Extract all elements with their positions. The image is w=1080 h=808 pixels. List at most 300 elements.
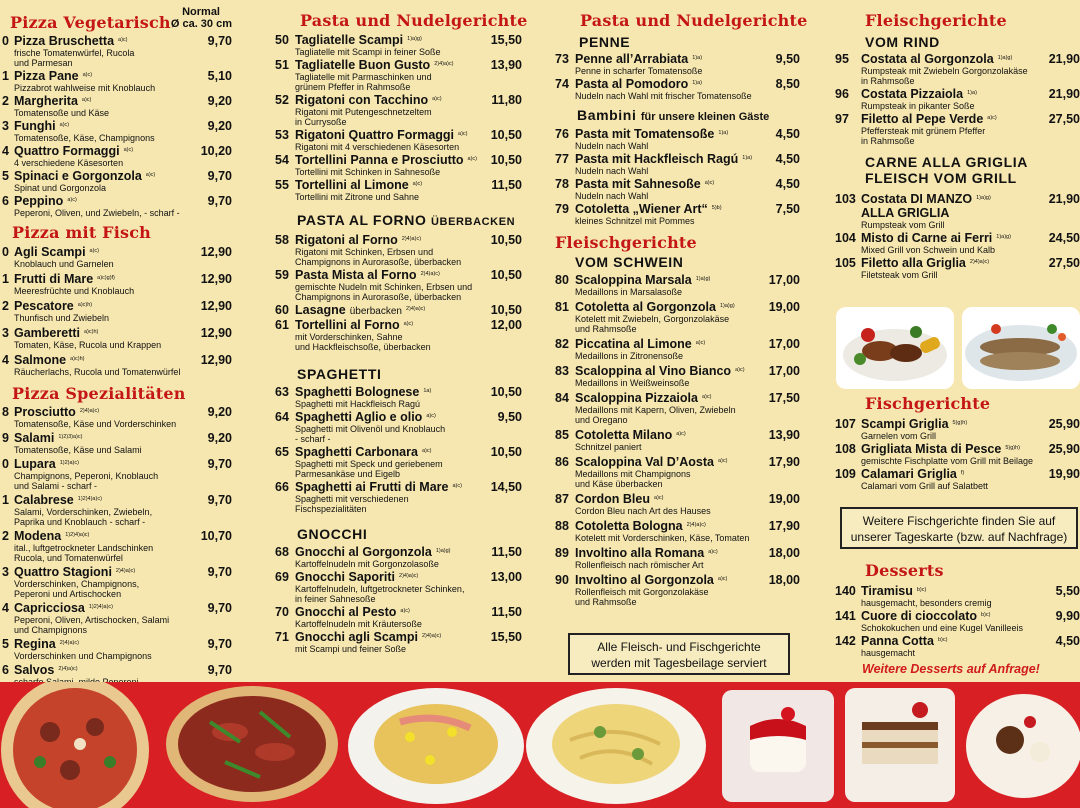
menu-item-price: 21,90: [1048, 87, 1080, 101]
menu-item-description: Tagliatelle mit Parmaschinken und: [295, 72, 432, 82]
menu-item-price: 27,50: [1048, 112, 1080, 126]
menu-item-name: Cordon Bleu: [575, 492, 650, 506]
menu-item-description: Salami, Vorderschinken, Zwiebeln,: [14, 507, 153, 517]
allergen-codes: 1)a)g): [435, 548, 451, 554]
menu-item-line: [275, 33, 522, 47]
menu-item-price: 9,20: [207, 94, 232, 108]
allergen-codes: 5)b): [711, 205, 722, 211]
menu-item-price: 21,90: [1048, 192, 1080, 206]
menu-item-name: Scaloppina Val D’Aosta: [575, 455, 714, 469]
allergen-codes: 2)4)a)c): [58, 666, 78, 672]
menu-item-description: Rucola, und Tomatenwürfel: [14, 553, 123, 563]
menu-item-number: 73: [555, 52, 569, 66]
allergen-codes: a)c): [426, 413, 436, 419]
menu-item-description: Filetsteak vom Grill: [861, 270, 938, 280]
menu-item-name: Pasta mit Hackfleisch Ragú: [575, 152, 739, 166]
info-box-line: Alle Fleisch- und Fischgerichte: [597, 640, 761, 654]
allergen-codes: 1)2)4)a)c): [65, 532, 90, 538]
menu-item: [555, 202, 800, 226]
menu-item-price: 27,50: [1048, 256, 1080, 270]
menu-item-price: 10,20: [200, 144, 232, 158]
menu-item-description: Spaghetti mit Speck und geriebenem: [295, 459, 443, 469]
menu-item-description: Vorderschinken und Champignons: [14, 651, 152, 661]
menu-item-price: 9,90: [1055, 609, 1080, 623]
menu-item-number: 97: [835, 112, 849, 126]
allergen-codes: a)c): [654, 495, 664, 501]
menu-item-description: Garnelen vom Grill: [861, 431, 937, 441]
allergen-codes: 2)4)a)c): [401, 236, 422, 242]
menu-item-line: [2, 431, 232, 445]
menu-item-line: [2, 353, 232, 367]
info-box-beilage: [568, 633, 790, 675]
menu-item-description: Penne in scharfer Tomatensoße: [575, 66, 703, 76]
menu-item-number: 55: [275, 178, 289, 192]
menu-item-description: Rigatoni mit 4 verschiedenen Käsesorten: [295, 142, 460, 152]
menu-item-line: [275, 303, 522, 317]
menu-item-name: Tiramisu: [861, 584, 913, 598]
allergen-codes: 1)2)3)a)c): [58, 434, 83, 440]
info-box-line: Weitere Fischgerichte finden Sie auf: [862, 514, 1056, 528]
menu-item-line: [275, 445, 522, 459]
menu-item-price: 9,70: [207, 493, 232, 507]
menu-item-line: [2, 245, 232, 259]
menu-item-description: Spaghetti mit verschiedenen: [295, 494, 409, 504]
menu-item-price: 12,90: [200, 272, 232, 286]
allergen-codes: 1)a)g): [996, 234, 1011, 240]
menu-item-name: Salmone: [14, 353, 67, 367]
section-desserts: Desserts: [865, 561, 944, 580]
menu-item-price: 9,20: [207, 405, 232, 419]
menu-item-description: Rumpsteak mit Zwiebeln Gorgonzolakäse: [861, 66, 1028, 76]
menu-item-line: [2, 272, 232, 286]
menu-item-price: 9,20: [207, 119, 232, 133]
panna-cotta-photo: [722, 690, 834, 802]
dessert-photo: [966, 694, 1080, 798]
food-photos: [0, 682, 1080, 808]
menu-item: [275, 605, 522, 629]
menu-item-description: Nudeln nach Wahl mit frischer Tomatensoße: [575, 91, 752, 101]
menu-item-number: 4: [2, 601, 9, 615]
menu-item-number: 3: [2, 565, 9, 579]
allergen-codes: a)c): [717, 458, 728, 464]
menu-item-price: 25,90: [1048, 417, 1080, 431]
menu-item-description: Vorderschinken, Champignons,: [14, 579, 140, 589]
menu-item: [2, 94, 232, 118]
menu-item-number: 103: [835, 192, 856, 206]
menu-item: [835, 87, 1080, 111]
menu-item: [275, 385, 522, 409]
allergen-codes: a)c): [67, 197, 77, 203]
menu-item-description: Tomatensoße, Käse und Vorderschinken: [14, 419, 177, 429]
menu-item-name: Costata Pizzaiola: [861, 87, 964, 101]
menu-item-line: [835, 467, 1080, 481]
menu-item-line: [555, 364, 800, 378]
allergen-codes: a)c): [412, 181, 423, 187]
menu-item-number: 78: [555, 177, 569, 191]
menu-item-number: 141: [835, 609, 856, 623]
menu-item-name: Costata al Gorgonzola: [861, 52, 994, 66]
menu-item: [275, 318, 522, 352]
menu-item-description: Champignons in Aurorasoße, überbacken: [295, 292, 462, 302]
menu-item-number: 71: [275, 630, 289, 644]
column-desserts: [835, 562, 1080, 658]
menu-item-number: 86: [555, 455, 569, 469]
menu-item-number: 2: [2, 299, 9, 313]
size-diameter: Ø ca. 30 cm: [170, 18, 232, 30]
menu-item-name: Gnocchi al Gorgonzola: [295, 545, 432, 559]
menu-item-description: und Champignons: [14, 625, 88, 635]
menu-item-price: 4,50: [1055, 634, 1080, 648]
allergen-codes: a)c): [717, 576, 728, 582]
section-pizza-vegetarisch: Pizza Vegetarisch: [10, 13, 171, 32]
menu-item-description: Nudeln nach Wahl: [575, 166, 649, 176]
info-box-fisch: [840, 507, 1078, 549]
menu-item-name: Pizza Pane: [14, 69, 79, 83]
menu-item-line: [2, 457, 232, 471]
menu-item-line: [275, 178, 522, 192]
allergen-codes: 2)4)a)c): [434, 61, 454, 67]
menu-item-price: 17,00: [768, 273, 800, 287]
menu-item-number: 69: [275, 570, 289, 584]
menu-item-price: 19,00: [768, 300, 800, 314]
menu-item-number: 68: [275, 545, 289, 559]
menu-item-name: Rigatoni con Tacchino: [295, 93, 429, 107]
menu-item-name: Prosciutto: [14, 405, 76, 419]
menu-item-line: [275, 128, 522, 142]
menu-item-name: Salami: [14, 431, 55, 445]
menu-item-name: Frutti di Mare: [14, 272, 94, 286]
menu-item-description: Rumpsteak in pikanter Soße: [861, 101, 975, 111]
menu-item-description: - scharf -: [295, 434, 331, 444]
menu-item: [835, 52, 1080, 86]
pasta-photo-1: [348, 688, 524, 804]
menu-item: [555, 455, 800, 489]
menu-item: [835, 112, 1080, 146]
allergen-codes: 1)a): [742, 155, 753, 161]
allergen-codes: a)c): [458, 131, 468, 137]
menu-item-inline-note: überbacken: [349, 306, 402, 317]
allergen-codes: 5)g)h): [1005, 445, 1021, 451]
info-box-line: werden mit Tagesbeilage serviert: [591, 656, 767, 670]
allergen-codes: 1)2)4)a)c): [88, 604, 114, 610]
menu-item-price: 14,50: [490, 480, 522, 494]
menu-item: [555, 492, 800, 516]
menu-item-description: Tortellini mit Zitrone und Sahne: [295, 192, 420, 202]
menu-item: [2, 144, 232, 168]
menu-item: [555, 337, 800, 361]
menu-item-description: Pfeffersteak mit grünem Pfeffer: [861, 126, 986, 136]
allergen-codes: f): [960, 470, 965, 476]
menu-item-number: 76: [555, 127, 569, 141]
menu-item-name: Peppino: [14, 194, 64, 208]
grill-meat-photo: [836, 307, 954, 389]
menu-item-name: Funghi: [14, 119, 56, 133]
grill-fish-image: [962, 307, 1080, 389]
menu-item-description: Peperoni, Oliven, und Zwiebeln, - scharf -: [14, 208, 180, 218]
menu-item-description: und Rahmsoße: [575, 597, 637, 607]
menu-item: [2, 272, 232, 296]
allergen-codes: 1)a)g): [976, 195, 991, 201]
menu-item-description: Medaillons mit Kapern, Oliven, Zwiebeln: [575, 405, 736, 415]
menu-item-description: Calamari vom Grill auf Salatbett: [861, 481, 989, 491]
menu-item-number: 50: [275, 33, 289, 47]
menu-item-name: Gnocchi al Pesto: [295, 605, 397, 619]
menu-item-name: Scaloppina Pizzaiola: [575, 391, 698, 405]
allergen-codes: a)c): [701, 394, 712, 400]
section-pasta: Pasta und Nudelgerichte: [300, 11, 528, 30]
menu-item-price: 10,50: [490, 303, 522, 317]
menu-item-price: 9,70: [207, 565, 232, 579]
menu-item: [275, 153, 522, 177]
allergen-codes: a)c): [403, 321, 414, 327]
section-fleisch-schwein: Fleischgerichte: [555, 233, 697, 252]
menu-item: [555, 77, 800, 101]
menu-item-line: [835, 442, 1080, 456]
menu-item-line: [2, 94, 232, 108]
menu-item-number: 53: [275, 128, 289, 142]
allergen-codes: 1)a)g): [407, 36, 422, 42]
menu-item-price: 17,90: [768, 455, 800, 469]
menu-item-name: Capricciosa: [14, 601, 85, 615]
menu-item: [2, 457, 232, 491]
allergen-codes: 1)a): [967, 90, 977, 96]
allergen-codes: a)c): [123, 147, 134, 153]
grill-fish-photo: [962, 307, 1080, 389]
menu-item: [275, 545, 522, 569]
allergen-codes: 2)4)a)c): [59, 640, 79, 646]
menu-item-number: 51: [275, 58, 289, 72]
menu-item-line: [275, 318, 522, 332]
column-pasta-fleisch: [555, 0, 808, 607]
menu-item-description: Parmesankäse und Eigelb: [295, 469, 401, 479]
menu-item-line: [555, 428, 800, 442]
menu-item: [555, 546, 800, 570]
menu-item: [555, 300, 800, 334]
menu-item-price: 17,90: [768, 519, 800, 533]
section-pasta-forno: [297, 212, 522, 230]
menu-item: [555, 273, 800, 297]
section-fischgerichte: Fischgerichte: [865, 394, 991, 413]
menu-item-number: 0: [2, 245, 9, 259]
menu-item-price: 19,90: [1048, 467, 1080, 481]
menu-item-description: gemischte Nudeln mit Schinken, Erbsen und: [295, 282, 473, 292]
menu-item-price: 17,50: [768, 391, 800, 405]
menu-item-number: 0: [2, 34, 9, 48]
menu-item-number: 89: [555, 546, 569, 560]
subsection-vom-schwein: VOM SCHWEIN: [575, 254, 684, 270]
allergen-codes: a)c): [118, 37, 128, 43]
menu-item-line: [555, 519, 800, 533]
menu-item-number: 1: [2, 69, 9, 83]
menu-item-description: Rigatoni mit Schinken, Erbsen und: [295, 247, 434, 257]
menu-item-description: Fischspezialitäten: [295, 504, 367, 514]
menu-item-description: Medaillons in Weißweinsoße: [575, 378, 690, 388]
menu-item-price: 13,90: [768, 428, 800, 442]
menu-item-line: [2, 144, 232, 158]
menu-item-number: 58: [275, 233, 289, 247]
menu-item-description: Paprika und Knoblauch - scharf -: [14, 517, 146, 527]
menu-item: [555, 573, 800, 607]
allergen-codes: 1a): [423, 388, 432, 394]
menu-item-description: Medaillons mit Champignons: [575, 469, 691, 479]
menu-item-name-line2: ALLA GRIGLIA: [861, 206, 950, 220]
menu-item-price: 12,90: [200, 245, 232, 259]
menu-item-number: 90: [555, 573, 569, 587]
menu-item-price: 9,70: [207, 194, 232, 208]
menu-item-name: Costata DI MANZO: [861, 192, 973, 206]
menu-item-description: Peperoni und Artischocken: [14, 589, 122, 599]
normal-label: Normal: [182, 6, 220, 18]
menu-item-line: [2, 493, 232, 507]
menu-item: [2, 529, 232, 563]
menu-item-line: [835, 584, 1080, 598]
menu-item-description: in Rahmsoße: [861, 76, 915, 86]
menu-item-line: [275, 605, 522, 619]
menu-item-number: 5: [2, 169, 9, 183]
menu-item-name: Filetto al Pepe Verde: [861, 112, 984, 126]
menu-item-price: 21,90: [1048, 52, 1080, 66]
menu-item-name: Lasagne: [295, 303, 346, 317]
bambini-title: Bambini: [577, 107, 637, 123]
menu-item-description: Rumpsteak vom Grill: [861, 220, 945, 230]
menu-item-description: Nudeln nach Wahl: [575, 191, 649, 201]
menu-item-line: [275, 93, 522, 107]
column-pizza: [2, 0, 232, 697]
menu-item-number: 0: [2, 457, 9, 471]
menu-item-price: 12,90: [200, 299, 232, 313]
menu-item-name: Cotoletta „Wiener Art“: [575, 202, 708, 216]
menu-item: [835, 417, 1080, 441]
menu-item: [555, 177, 800, 201]
menu-item: [275, 128, 522, 152]
menu-item-price: 11,50: [491, 178, 522, 192]
menu-item-price: 12,00: [490, 318, 522, 332]
menu-item-name: Scampi Griglia: [861, 417, 949, 431]
menu-item-description: Tomatensoße und Käse: [14, 108, 110, 118]
menu-item-number: 2: [2, 94, 9, 108]
menu-item: [2, 169, 232, 193]
menu-item-name: Agli Scampi: [14, 245, 86, 259]
allergen-codes: 2)4)a)c): [79, 408, 100, 414]
menu-item: [555, 127, 800, 151]
menu-item-description: Räucherlachs, Rucola und Tomatenwürfel: [14, 367, 181, 377]
allergen-codes: 1)a)g): [695, 276, 711, 282]
menu-item-line: [555, 77, 800, 91]
menu-item-description: Tortellini mit Schinken in Sahnesoße: [295, 167, 441, 177]
grill-meat-image: [836, 307, 954, 389]
menu-item-line: [275, 385, 522, 399]
menu-item: [835, 584, 1080, 608]
menu-item-line: [2, 119, 232, 133]
allergen-codes: 2)4)a)c): [420, 271, 440, 277]
menu-item-number: 4: [2, 353, 9, 367]
menu-item-price: 4,50: [775, 152, 800, 166]
menu-item-description: Thunfisch und Zwiebeln: [14, 313, 110, 323]
menu-item-line: [275, 630, 522, 644]
menu-item-number: 77: [555, 152, 569, 166]
menu-item-number: 80: [555, 273, 569, 287]
menu-item: [2, 326, 232, 350]
allergen-codes: 2)4)a)c): [686, 522, 706, 528]
menu-item-name: Pasta mit Tomatensoße: [575, 127, 715, 141]
menu-item-name: Involtino al Gorgonzola: [575, 573, 714, 587]
section-spaghetti: SPAGHETTI: [297, 366, 382, 382]
menu-item-line: [555, 152, 800, 166]
menu-item-name: Regina: [14, 637, 56, 651]
menu-item-line: [555, 52, 800, 66]
menu-item: [2, 565, 232, 599]
menu-item-line: [555, 273, 800, 287]
menu-item-description: Medaillons in Zitronensoße: [575, 351, 684, 361]
menu-item-number: 3: [2, 326, 9, 340]
menu-item-line: [275, 410, 522, 424]
menu-item: [835, 231, 1080, 255]
menu-item-line: [835, 609, 1080, 623]
menu-item-name: Calamari Griglia: [861, 467, 957, 481]
menu-item-number: 108: [835, 442, 856, 456]
menu-item-price: 8,50: [775, 77, 800, 91]
menu-item-name: Calabrese: [14, 493, 74, 507]
menu-item-number: 107: [835, 417, 856, 431]
menu-item-price: 10,50: [490, 385, 522, 399]
menu-item-price: 13,90: [490, 58, 522, 72]
section-pizza-spezial: Pizza Spezialitäten: [12, 384, 186, 403]
menu-item-number: 8: [2, 405, 9, 419]
allergen-codes: a)c): [676, 431, 686, 437]
menu-item-line: [555, 391, 800, 405]
allergen-codes: 2)4)a)c): [969, 259, 990, 265]
menu-item: [555, 519, 800, 543]
menu-item-line: [275, 153, 522, 167]
menu-item-price: 9,70: [207, 457, 232, 471]
column-pasta: [275, 0, 528, 654]
menu-item: [2, 194, 232, 218]
allergen-codes: 1)a): [692, 80, 703, 86]
menu-item-price: 18,00: [768, 573, 800, 587]
menu-item: [835, 467, 1080, 491]
menu-item-number: 140: [835, 584, 856, 598]
allergen-codes: 1)2)a)c): [59, 460, 79, 466]
menu-item-number: 9: [2, 431, 9, 445]
menu-item-description: kleines Schnitzel mit Pommes: [575, 216, 695, 226]
menu-item-line: [555, 492, 800, 506]
menu-item-price: 10,50: [490, 233, 522, 247]
menu-item-number: 66: [275, 480, 289, 494]
menu-item-number: 142: [835, 634, 856, 648]
menu-item-name: Spaghetti ai Frutti di Mare: [295, 480, 449, 494]
menu-item: [2, 245, 232, 269]
menu-item-description: mit Scampi und feiner Soße: [295, 644, 407, 654]
menu-item-price: 4,50: [775, 127, 800, 141]
menu-item-price: 12,90: [200, 353, 232, 367]
menu-item-price: 24,50: [1048, 231, 1080, 245]
menu-item-description: frische Tomatenwürfel, Rucola: [14, 48, 135, 58]
menu-item-line: [835, 417, 1080, 431]
menu-item-description: Knoblauch und Garnelen: [14, 259, 114, 269]
menu-item-number: 64: [275, 410, 289, 424]
menu-item-description: Rigatoni mit Putengeschnetzeltem: [295, 107, 432, 117]
section-penne: PENNE: [579, 34, 631, 50]
allergen-codes: 1)a): [692, 55, 703, 61]
menu-item-line: [2, 299, 232, 313]
menu-item-name: Spaghetti Bolognese: [295, 385, 420, 399]
menu-item-number: 1: [2, 493, 9, 507]
menu-item-number: 105: [835, 256, 856, 270]
menu-item-number: 84: [555, 391, 569, 405]
menu-item-line: [555, 337, 800, 351]
section-gnocchi: GNOCCHI: [297, 526, 368, 542]
menu-item-number: 54: [275, 153, 289, 167]
